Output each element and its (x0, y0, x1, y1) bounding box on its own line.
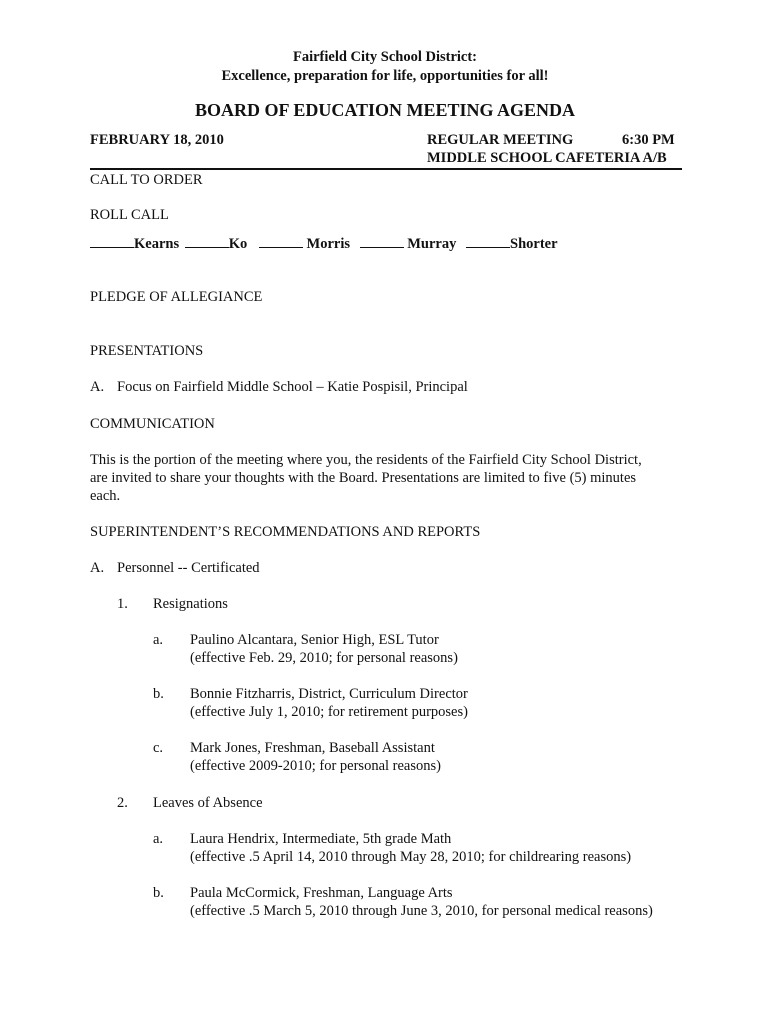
list-item-marker: a. (153, 831, 164, 847)
leaves-label: Leaves of Absence (153, 795, 263, 811)
roll-member-morris: Morris (306, 236, 350, 252)
list-item: Mark Jones, Freshman, Baseball Assistant (190, 740, 435, 756)
district-name: Fairfield City School District: (292, 49, 478, 65)
communication-text-line: This is the portion of the meeting where you, the residents of the Fairfield City School District, (90, 452, 642, 468)
list-item: Laura Hendrix, Intermediate, 5th grade Math (190, 831, 452, 847)
list-item-detail: (effective Feb. 29, 2010; for personal reasons) (190, 650, 458, 666)
list-item-detail: (effective .5 April 14, 2010 through May 28, 2010; for childrearing reasons) (190, 849, 632, 865)
meeting-date: FEBRUARY 18, 2010 (90, 132, 224, 148)
resignations-label: Resignations (153, 596, 228, 612)
list-item: Paula McCormick, Freshman, Language Arts (190, 885, 453, 901)
roll-call-line (90, 234, 558, 253)
list-item-detail: (effective 2009-2010; for personal reasons) (190, 758, 441, 774)
roll-blank (466, 234, 510, 248)
presentation-a-marker: A. (90, 379, 105, 395)
roll-member-kearns: Kearns (134, 236, 180, 252)
list-item-detail: (effective July 1, 2010; for retirement purposes) (190, 704, 468, 720)
meeting-time: 6:30 PM (622, 132, 675, 148)
list-item-marker: b. (153, 686, 164, 702)
roll-member-shorter: Shorter (510, 236, 558, 252)
call-to-order-heading: CALL TO ORDER (90, 172, 203, 188)
personnel-label: Personnel -- Certificated (117, 560, 260, 576)
roll-blank (360, 234, 404, 248)
list-item: Paulino Alcantara, Senior High, ESL Tutor (190, 632, 439, 648)
resignations-marker: 1. (117, 596, 128, 612)
roll-blank (259, 234, 303, 248)
list-item-detail: (effective .5 March 5, 2010 through June 3, 2010, for personal medical reasons) (190, 903, 653, 919)
communication-text-line: each. (90, 488, 121, 504)
pledge-heading: PLEDGE OF ALLEGIANCE (90, 289, 263, 305)
communication-text-line: are invited to share your thoughts with the Board. Presentations are limited to five (5) minutes (90, 470, 637, 486)
leaves-marker: 2. (117, 795, 128, 811)
district-motto: Excellence, preparation for life, opportunities for all! (221, 68, 549, 84)
meeting-location: MIDDLE SCHOOL CAFETERIA A/B (427, 150, 667, 166)
presentations-heading: PRESENTATIONS (90, 343, 204, 359)
personnel-marker: A. (90, 560, 105, 576)
roll-call-heading: ROLL CALL (90, 207, 169, 223)
presentation-a-text: Focus on Fairfield Middle School – Katie Pospisil, Principal (117, 379, 468, 395)
list-item: Bonnie Fitzharris, District, Curriculum Director (190, 686, 468, 702)
page-title: BOARD OF EDUCATION MEETING AGENDA (194, 100, 576, 120)
list-item-marker: c. (153, 740, 164, 756)
roll-blank (185, 234, 229, 248)
roll-blank (90, 234, 134, 248)
superintendent-heading: SUPERINTENDENT’S RECOMMENDATIONS AND REPORTS (90, 524, 481, 540)
meeting-type: REGULAR MEETING (427, 132, 574, 148)
roll-member-ko: Ko (228, 236, 248, 252)
header-divider (90, 168, 682, 170)
communication-heading: COMMUNICATION (90, 416, 215, 432)
list-item-marker: b. (153, 885, 164, 901)
roll-member-murray: Murray (407, 236, 457, 252)
list-item-marker: a. (153, 632, 164, 648)
